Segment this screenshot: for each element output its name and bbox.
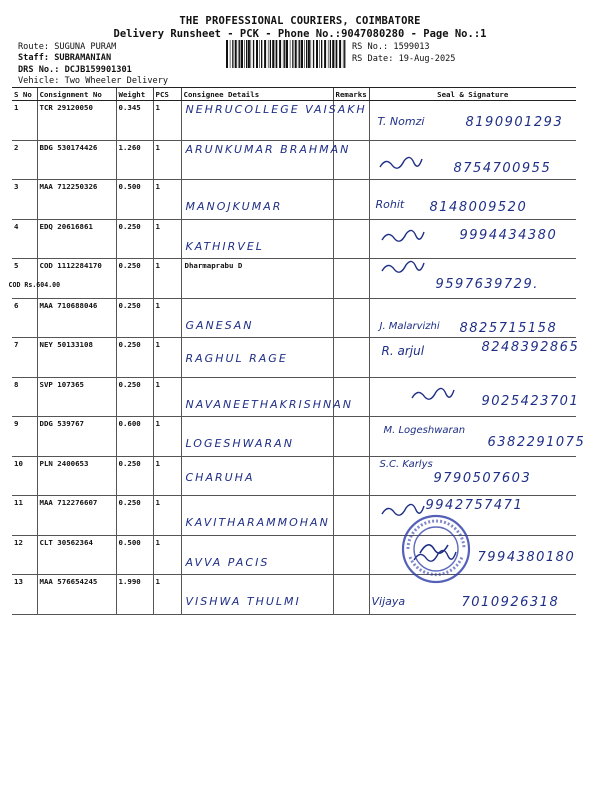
sno-cell: 6 [12, 298, 37, 338]
col-consignment: Consignment No [37, 88, 116, 101]
barcode-bar [306, 40, 307, 68]
sno-cell: 7 [12, 338, 37, 378]
consignment-number: PLN 2400653 [39, 458, 89, 468]
table-row [12, 535, 576, 575]
receiver-phone: 8190901293 [465, 115, 564, 130]
weight-cell: 0.500 [116, 535, 153, 575]
consignee-cell [181, 575, 333, 615]
consignee-name: MANOJKUMAR [185, 200, 283, 213]
signature: J. Malarvizhi [379, 320, 440, 332]
pcs-cell: 1 [153, 456, 181, 496]
barcode-bar [246, 40, 247, 68]
consignee-name: NAVANEETHAKRISHNAN [185, 397, 353, 411]
remarks-cell [333, 338, 369, 378]
barcode-bar [308, 40, 310, 68]
remarks-cell [333, 101, 369, 141]
consignee-cell [181, 298, 333, 338]
barcode-bar [336, 40, 337, 68]
barcode-bar [268, 40, 269, 68]
rs-number: RS No.: 1599013 [352, 42, 430, 52]
remarks-cell [333, 298, 369, 338]
pcs-cell: 1 [153, 101, 181, 141]
pcs-cell: 1 [153, 298, 181, 338]
barcode-bar [311, 40, 312, 68]
table-row [12, 140, 576, 180]
signature-scribble [380, 259, 426, 277]
sno-cell: 1 [12, 101, 37, 141]
table-row [12, 496, 576, 536]
table-row [12, 377, 576, 417]
table-row [12, 575, 576, 615]
consignment-cell [37, 535, 116, 575]
consignment-number: DDG 539767 [39, 419, 84, 428]
consignment-cell [37, 219, 116, 259]
table-row [12, 259, 576, 299]
col-weight: Weight [116, 88, 153, 101]
barcode-bar [276, 40, 277, 68]
receiver-phone: 9597639729. [435, 277, 539, 292]
consignee-cell [181, 377, 353, 417]
signature-cell [369, 417, 586, 457]
consignee-cell [181, 101, 367, 141]
receiver-phone: 8825715158 [459, 320, 558, 336]
barcode-bar [275, 40, 276, 68]
pcs-cell: 1 [153, 575, 181, 615]
rs-date: RS Date: 19-Aug-2025 [352, 54, 456, 64]
consignee-cell [181, 219, 333, 259]
consignment-cell [37, 575, 116, 615]
barcode-bar [253, 40, 254, 68]
weight-cell: 0.250 [116, 259, 153, 299]
consignee-cell [181, 338, 333, 378]
barcode-bar [272, 40, 274, 68]
consignee-cell [181, 496, 333, 536]
cod-amount: COD Rs.604.00 [8, 281, 61, 289]
consignee-name: AVVA PACIS [185, 555, 270, 569]
barcode-bar [284, 40, 285, 68]
receiver-phone: 8248392865 [481, 340, 580, 355]
consignment-number: CLT 30562364 [39, 537, 93, 547]
receiver-phone: 9025423701 [481, 393, 580, 409]
pcs-cell: 1 [153, 219, 181, 259]
receiver-phone: 9994434380 [459, 227, 558, 243]
barcode-bar [316, 40, 318, 68]
pcs-cell: 1 [153, 338, 181, 378]
sno-cell: 2 [12, 140, 37, 180]
barcode-bar [251, 40, 252, 68]
weight-cell: 0.600 [116, 417, 153, 457]
pcs-cell: 1 [153, 180, 181, 220]
table-row [12, 180, 576, 220]
weight-cell: 0.250 [116, 496, 153, 536]
sno-cell: 9 [12, 417, 37, 457]
barcode-bar [330, 40, 331, 68]
consignee-cell [181, 535, 333, 575]
receiver-phone: 9790507603 [433, 470, 532, 486]
weight-cell: 0.250 [116, 219, 153, 259]
weight-cell: 0.250 [116, 377, 153, 417]
consignee-name: GANESAN [185, 318, 254, 332]
signature: S.C. Karlys [379, 458, 433, 470]
consignment-cell [37, 456, 116, 496]
pcs-cell: 1 [153, 535, 181, 575]
remarks-cell [333, 575, 369, 615]
remarks-cell [333, 259, 369, 299]
weight-cell: 0.250 [116, 298, 153, 338]
table-row [12, 456, 576, 496]
receiver-phone: 8754700955 [453, 160, 552, 176]
consignee-name: ARUNKUMAR BRAHMAN [185, 142, 351, 156]
consignment-cell [37, 496, 116, 536]
consignee-name: Dharmaprabu D [184, 261, 243, 270]
remarks-cell [333, 140, 369, 180]
consignment-number: TCR 29120050 [39, 103, 93, 112]
signature: Vijaya [371, 595, 406, 608]
signature: T. Nomzi [377, 115, 425, 128]
consignment-cell [37, 338, 116, 378]
sno-cell: 4 [12, 219, 37, 259]
table-body [8, 101, 586, 615]
remarks-cell [333, 417, 369, 457]
consignee-name: VISHWA THULMI [185, 595, 301, 608]
consignee-name: KATHIRVEL [185, 239, 264, 253]
consignment-cell [37, 180, 116, 220]
barcode-bar [232, 40, 233, 68]
barcode-bar [319, 40, 320, 68]
signature: M. Logeshwaran [383, 425, 466, 436]
remarks-cell [333, 496, 369, 536]
pcs-cell: 1 [153, 496, 181, 536]
sno-cell: 5 [12, 259, 37, 299]
consignment-cell [37, 140, 116, 180]
pcs-cell: 1 [153, 377, 181, 417]
sno-cell: 8 [12, 377, 37, 417]
pcs-cell: 1 [153, 417, 181, 457]
pcs-cell: 1 [153, 259, 181, 299]
remarks-cell [333, 535, 369, 575]
barcode-bar [313, 40, 314, 68]
route: Route: SUGUNA PURAM [18, 42, 117, 52]
barcode-bar [238, 40, 239, 68]
consignee-name: CHARUHA [185, 470, 255, 484]
barcode-bar [256, 40, 258, 68]
barcode-bar [248, 40, 250, 68]
consignment-cell [8, 259, 116, 299]
signature-cell [369, 456, 576, 496]
signature-cell [369, 377, 580, 417]
barcode-bar [259, 40, 260, 68]
barcode-bar [270, 40, 271, 68]
consignee-name: LOGESHWARAN [185, 437, 294, 450]
barcode [226, 40, 348, 68]
receiver-phone: 9942757471 [425, 498, 524, 513]
table-header-row [12, 88, 576, 101]
consignee-cell [181, 140, 351, 180]
sno-cell: 12 [12, 535, 37, 575]
remarks-cell [333, 377, 369, 417]
signature-cell [369, 259, 576, 299]
drs-number: DRS No.: DCJB159901301 [18, 65, 132, 75]
weight-cell: 1.260 [116, 140, 153, 180]
signature-scribble [410, 386, 456, 404]
consignment-number: MAA 576654245 [39, 577, 98, 586]
courier-seal-stamp [400, 513, 472, 585]
table-row [12, 298, 576, 338]
vehicle: Vehicle: Two Wheeler Delivery [18, 76, 169, 86]
table-row [12, 101, 576, 141]
consignee-name: KAVITHARAMMOHAN [185, 516, 330, 529]
signature: Rohit [375, 198, 405, 211]
table-row [12, 219, 576, 259]
barcode-bar [295, 40, 297, 68]
barcode-bar [324, 40, 326, 68]
signature-cell [369, 219, 576, 259]
barcode-bar [235, 40, 237, 68]
consignment-number: MAA 712250326 [39, 182, 98, 191]
table-row [12, 338, 576, 378]
runsheet-table [8, 87, 586, 615]
consignee-name: RAGHUL RAGE [185, 352, 288, 365]
runsheet-subtitle: Delivery Runsheet - PCK - Phone No.:9047080280 - Page No.:1 [113, 28, 487, 40]
remarks-cell [333, 180, 369, 220]
barcode-bar [244, 40, 245, 68]
consignment-cell [37, 298, 116, 338]
consignment-cell [37, 377, 116, 417]
consignment-number: EDQ 20616861 [39, 221, 93, 231]
barcode-bar [261, 40, 262, 68]
barcode-bar [230, 40, 231, 68]
barcode-bar [343, 40, 344, 68]
barcode-bar [298, 40, 299, 68]
barcode-bar [239, 40, 240, 68]
barcode-bar [283, 40, 284, 68]
signature: R. arjul [381, 344, 425, 358]
sno-cell: 10 [12, 456, 37, 496]
signature-cell [369, 180, 576, 220]
weight-cell: 0.500 [116, 180, 153, 220]
barcode-bar [286, 40, 288, 68]
receiver-phone: 7994380180 [477, 549, 576, 565]
signature-cell [369, 101, 576, 141]
barcode-bar [226, 40, 228, 68]
remarks-cell [333, 219, 369, 259]
sno-cell: 3 [12, 180, 37, 220]
barcode-bar [304, 40, 305, 68]
consignee-name: NEHRUCOLLEGE VAISAKH [185, 103, 367, 116]
consignment-cell [37, 101, 116, 141]
signature-cell [369, 338, 580, 378]
consignment-number: MAA 712276607 [39, 498, 98, 507]
barcode-bar [321, 40, 322, 68]
pcs-cell: 1 [153, 140, 181, 180]
barcode-bar [264, 40, 266, 68]
remarks-cell [333, 456, 369, 496]
company-title: THE PROFESSIONAL COURIERS, COIMBATORE [179, 15, 421, 27]
consignment-number: NEY 50133108 [39, 340, 93, 349]
barcode-bar [301, 40, 303, 68]
consignment-number: MAA 710688046 [39, 300, 98, 310]
sno-cell: 13 [12, 575, 37, 615]
col-sno: S No [12, 88, 37, 101]
barcode-bar [335, 40, 336, 68]
weight-cell: 0.250 [116, 456, 153, 496]
signature-scribble [378, 155, 424, 173]
weight-cell: 1.990 [116, 575, 153, 615]
weight-cell: 0.345 [116, 101, 153, 141]
col-consignee: Consignee Details [181, 88, 333, 101]
barcode-bar [290, 40, 291, 68]
col-remarks: Remarks [333, 88, 369, 101]
signature-cell [369, 298, 576, 338]
consignment-cell [37, 417, 116, 457]
barcode-bar [344, 40, 345, 68]
weight-cell: 0.250 [116, 338, 153, 378]
consignee-cell [181, 456, 333, 496]
barcode-bar [328, 40, 329, 68]
receiver-phone: 7010926318 [461, 595, 560, 610]
barcode-bar [299, 40, 300, 68]
barcode-bar [241, 40, 243, 68]
table-row [12, 417, 576, 457]
col-pcs: PCS [153, 88, 181, 101]
consignment-number: SVP 107365 [39, 379, 84, 389]
staff: Staff: SUBRAMANIAN [18, 53, 112, 63]
col-signature: Seal & Signature [369, 88, 576, 101]
consignee-cell [181, 417, 333, 457]
barcode-bar [292, 40, 293, 68]
consignment-number: COD 1112284170 [39, 261, 102, 270]
consignee-cell [181, 259, 333, 299]
consignment-number: BDG 530174426 [39, 142, 98, 152]
signature-scribble [380, 228, 426, 246]
barcode-bar [279, 40, 281, 68]
receiver-phone: 8148009520 [429, 200, 528, 215]
barcode-bar [332, 40, 334, 68]
sno-cell: 11 [12, 496, 37, 536]
barcode-bar [339, 40, 341, 68]
signature-cell [369, 140, 576, 180]
receiver-phone: 6382291075 [487, 435, 586, 450]
consignee-cell [181, 180, 333, 220]
